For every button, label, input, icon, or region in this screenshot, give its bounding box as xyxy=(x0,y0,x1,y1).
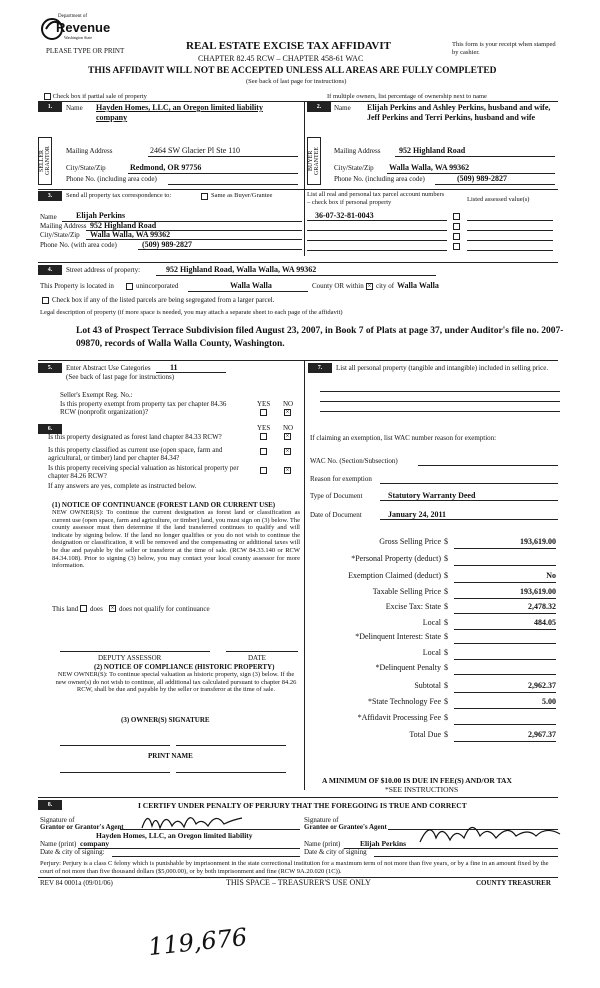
fee-label: *Affidavit Processing Fee xyxy=(357,713,441,722)
s6-no-label: NO xyxy=(283,424,294,432)
current-use-yes-checkbox[interactable] xyxy=(260,448,267,455)
seller-name-label: Name xyxy=(66,104,83,112)
exempt-reg-label: Seller's Exempt Reg. No.: xyxy=(60,391,133,399)
personal-property-label: List all personal property (tangible and intangible) included in selling price. xyxy=(336,364,549,372)
same-as-buyer-label: Same as Buyer/Grantee xyxy=(211,192,273,199)
fee-label: *Delinquent Penalty xyxy=(375,663,441,672)
section-3-number: 3. xyxy=(38,191,62,201)
buyer-name-label: Name xyxy=(334,104,351,112)
fee-row xyxy=(308,697,556,711)
s5-no-label: NO xyxy=(283,400,294,408)
segregated-label: Check box if any of the listed parcels are being segregated from a larger parcel. xyxy=(52,296,275,304)
county-treasurer: COUNTY TREASURER xyxy=(476,879,551,887)
forest-question: Is this property designated as forest land chapter 84.33 RCW? xyxy=(48,433,222,441)
fee-label: Taxable Selling Price xyxy=(372,587,441,596)
fee-row xyxy=(308,554,556,568)
fee-value: 2,478.32 xyxy=(454,602,556,614)
rev-number: REV 84 0001a (09/01/06) xyxy=(40,879,113,887)
city-of-label: city of xyxy=(376,282,395,290)
fee-value: 2,962.37 xyxy=(454,681,556,693)
seller-side-label: SELLER GRANTOR xyxy=(38,137,52,185)
s5-yes-label: YES xyxy=(257,400,271,408)
fee-value xyxy=(454,648,556,660)
abstract-see-back: (See back of last page for instructions) xyxy=(66,373,175,381)
fee-value: 2,967.37 xyxy=(454,730,556,742)
legal-label: Legal description of property (if more space is needed, you may attach a separate sheet to each page of the affidavit) xyxy=(40,309,343,316)
historic-question: Is this property receiving special valuation as historical property per chapter 84.26 RCW? xyxy=(48,464,239,480)
nonprofit-question: Is this property exempt from property tax per chapter 84.36 RCW (nonprofit organization)? xyxy=(60,400,227,416)
fee-dollar-sign: $ xyxy=(444,681,448,690)
owner-signature-label: (3) OWNER(S) SIGNATURE xyxy=(121,716,210,724)
logo-dept-text: Department of xyxy=(58,14,88,19)
section-7-number: 7. xyxy=(308,363,332,373)
fee-row xyxy=(308,713,556,727)
current-use-no-checkbox[interactable]: × xyxy=(285,447,290,455)
parcel-1-personal-checkbox[interactable] xyxy=(453,213,460,220)
fee-dollar-sign: $ xyxy=(444,730,448,739)
reason-label: Reason for exemption xyxy=(310,475,372,483)
street-address: 952 Highland Road, Walla Walla, WA 99362 xyxy=(166,265,317,274)
warning-text: THIS AFFIDAVIT WILL NOT BE ACCEPTED UNLESS ALL AREAS ARE FULLY COMPLETED xyxy=(88,66,497,76)
corr-city: Walla Walla, WA 99362 xyxy=(90,230,171,239)
personal-property-section xyxy=(308,361,560,536)
same-as-buyer-checkbox[interactable] xyxy=(201,193,208,200)
seller-name: Hayden Homes, LLC, an Oregon limited liability company xyxy=(96,103,263,122)
seller-city-label: City/State/Zip xyxy=(66,164,106,172)
fee-row xyxy=(308,648,556,662)
unincorporated-checkbox[interactable] xyxy=(126,283,133,290)
correspondence-label: Send all property tax correspondence to: xyxy=(66,192,172,199)
receipt-note: This form is your receipt when stamped by cashier. xyxy=(452,41,556,56)
section-1-number: 1. xyxy=(38,102,62,112)
fee-dollar-sign: $ xyxy=(444,537,448,546)
fee-label: Excise Tax: State xyxy=(385,602,441,611)
multiple-owners-note: If multiple owners, list percentage of ownership next to name xyxy=(327,93,487,100)
corr-mailing: 952 Highland Road xyxy=(90,221,157,230)
section-2-number: 2. xyxy=(307,102,331,112)
form-title: REAL ESTATE EXCISE TAX AFFIDAVIT xyxy=(186,40,391,52)
buyer-name: Elijah Perkins and Ashley Perkins, husband and wife, Jeff Perkins and Terri Perkins, husband and wife xyxy=(367,103,551,122)
compliance-title: (2) NOTICE OF COMPLIANCE (HISTORIC PROPERTY) xyxy=(94,663,275,671)
corr-mailing-label: Mailing Address xyxy=(40,222,87,230)
land-does-checkbox[interactable] xyxy=(80,605,87,612)
partial-sale-checkbox[interactable] xyxy=(44,93,51,100)
continuance-text: NEW OWNER(S): To continue the current designation as forest land or classification as current use (open space, farm and agriculture, or timber) land, you must sign on (3) below. The county assessor must then determine if the land transferred continues to qualify and will indicate by signing below. If the land no longer qualifies or you do not wish to continue the designation or classification, it will be removed and the compensating or additional taxes will be due and payable by the seller or transferor at the time of sale. (RCW 84.33.140 or RCW 84.34.108). Prior to signing (3) below, you may contact your local county assessor for more information. xyxy=(52,509,300,570)
certification-section xyxy=(38,798,560,860)
fee-value xyxy=(454,663,556,675)
county-name: Walla Walla xyxy=(230,281,272,290)
segregated-checkbox[interactable] xyxy=(42,297,49,304)
parcel-number-1: 36-07-32-81-0043 xyxy=(315,211,374,220)
fee-value: 193,619.00 xyxy=(454,537,556,549)
fee-row xyxy=(308,730,556,744)
section-8-number: 8. xyxy=(38,800,62,810)
form-chapter: CHAPTER 82.45 RCW – CHAPTER 458-61 WAC xyxy=(198,54,364,63)
if-yes-note: If any answers are yes, complete as instructed below. xyxy=(48,482,197,490)
forest-no-checkbox[interactable]: × xyxy=(285,432,290,440)
fee-label: Local xyxy=(422,618,441,627)
fee-row xyxy=(308,571,556,585)
fee-value: 484.05 xyxy=(454,618,556,630)
grantee-name: Elijah Perkins xyxy=(360,839,407,848)
fee-label: *Delinquent Interest: State xyxy=(355,632,441,641)
street-label: Street address of property: xyxy=(66,266,141,274)
grantee-sig-label: Signature of xyxy=(304,816,339,824)
doc-date-label: Date of Document xyxy=(310,511,362,519)
fee-label: Local xyxy=(422,648,441,657)
grantor-agent-label: Grantor or Grantor's Agent xyxy=(40,823,124,831)
section-5-number: 5. xyxy=(38,363,62,373)
grantor-sig-label: Signature of xyxy=(40,816,75,824)
buyer-city-label: City/State/Zip xyxy=(334,164,374,172)
certify-text: I CERTIFY UNDER PENALTY OF PERJURY THAT THE FOREGOING IS TRUE AND CORRECT xyxy=(138,801,467,810)
grantor-name: company xyxy=(80,839,110,848)
fee-row xyxy=(308,663,556,677)
doc-type: Statutory Warranty Deed xyxy=(388,491,476,500)
fee-value xyxy=(454,713,556,725)
corr-name: Elijah Perkins xyxy=(76,211,126,220)
abstract-use-section xyxy=(38,361,304,421)
fee-dollar-sign: $ xyxy=(444,618,448,627)
nonprofit-yes-checkbox[interactable] xyxy=(260,409,267,416)
partial-sale-label: Check box if partial sale of property xyxy=(52,93,147,100)
logo-state-text: Washington State xyxy=(64,35,93,40)
buyer-phone-label: Phone No. (including area code) xyxy=(334,175,425,183)
print-name-label: PRINT NAME xyxy=(148,752,193,760)
please-type: PLEASE TYPE OR PRINT xyxy=(46,47,125,55)
doc-date: January 24, 2011 xyxy=(388,510,447,519)
abstract-value: 11 xyxy=(170,363,178,372)
partial-sale xyxy=(44,93,147,100)
fee-dollar-sign: $ xyxy=(444,602,448,611)
buyer-phone: (509) 989-2827 xyxy=(457,174,507,183)
city-checkbox[interactable]: × xyxy=(367,282,372,290)
current-use-question: Is this property classified as current use (open space, farm and agricultural, or timber) land per chapter 84.34? xyxy=(48,446,223,462)
fee-label: Subtotal xyxy=(414,681,441,690)
fee-dollar-sign: $ xyxy=(444,697,448,706)
fee-label: Gross Selling Price xyxy=(379,537,441,546)
historic-no-checkbox[interactable]: × xyxy=(285,466,290,474)
fee-row xyxy=(308,632,556,646)
grantee-name-print-label: Name (print) xyxy=(304,840,341,848)
parcels-section xyxy=(307,189,557,254)
grantee-agent-label: Grantee or Grantee's Agent xyxy=(304,823,387,831)
buyer-side-label: BUYER GRANTEE xyxy=(307,137,321,185)
fee-dollar-sign: $ xyxy=(444,632,448,641)
doc-type-label: Type of Document xyxy=(310,492,363,500)
fee-row xyxy=(308,602,556,616)
fee-dollar-sign: $ xyxy=(444,713,448,722)
deputy-assessor-label: DEPUTY ASSESSOR xyxy=(98,654,162,662)
fee-value: 5.00 xyxy=(454,697,556,709)
buyer-section xyxy=(307,101,557,189)
treasurer-space: THIS SPACE – TREASURER'S USE ONLY xyxy=(226,878,371,887)
corr-name-label: Name xyxy=(40,213,57,221)
parcel-4-personal-checkbox[interactable] xyxy=(453,243,460,250)
legal-description: Lot 43 of Prospect Terrace Subdivision filed August 23, 2007, in Book 7 of Plats at page 37, under Auditor's file no. 2007-09870, records of Walla Walla County, Washington. xyxy=(76,326,564,349)
fee-dollar-sign: $ xyxy=(444,587,448,596)
parcel-3-personal-checkbox[interactable] xyxy=(453,233,460,240)
perjury-text: Perjury: Perjury is a class C felony which is punishable by imprisonment in the state correctional institution for a maximum term of not more than five years, or by a fine in an amount fixed by the court of not more than five thousand dollars ($5,000.00), or by both imprisonment and fine (RCW 9A.20.020 (1C)). xyxy=(40,860,549,875)
grantee-date-city-label: Date & city of signing xyxy=(304,848,367,856)
wac-no-label: WAC No. (Section/Subsection) xyxy=(310,457,398,465)
parcels-header: List all real and personal tax parcel account numbers – check box if personal property xyxy=(307,191,445,206)
fee-row xyxy=(308,618,556,632)
correspondence-section xyxy=(38,189,303,254)
section-6-number: 6. xyxy=(38,424,62,434)
grantor-date-city-label: Date & city of signing: xyxy=(40,848,105,856)
exemption-wac-label: If claiming an exemption, list WAC number reason for exemption: xyxy=(310,434,497,442)
section-4-number: 4. xyxy=(38,265,62,275)
assessor-date-label: DATE xyxy=(248,654,266,662)
seller-city: Redmond, OR 97756 xyxy=(130,163,202,172)
land-does-label: does xyxy=(90,605,103,613)
fee-value xyxy=(454,632,556,644)
dor-logo xyxy=(38,10,111,44)
forest-yes-checkbox[interactable] xyxy=(260,433,267,440)
fee-label: Total Due xyxy=(409,730,441,739)
historic-yes-checkbox[interactable] xyxy=(260,467,267,474)
property-section xyxy=(38,263,564,353)
seller-phone-label: Phone No. (including area code) xyxy=(66,175,157,183)
grantor-company: Hayden Homes, LLC, an Oregon limited liability xyxy=(96,831,253,840)
fee-dollar-sign: $ xyxy=(444,663,448,672)
buyer-mailing: 952 Highland Road xyxy=(399,146,466,155)
continuance-title: (1) NOTICE OF CONTINUANCE (FOREST LAND OR CURRENT USE) xyxy=(52,501,276,509)
logo-word: Revenue xyxy=(56,20,111,35)
see-back-text: (See back of last page for instructions) xyxy=(246,78,347,85)
abstract-label: Enter Abstract Use Categories xyxy=(66,364,151,372)
fee-dollar-sign: $ xyxy=(444,554,448,563)
land-does-not-label: does not qualify for continuance xyxy=(119,605,210,613)
land-does-not-checkbox[interactable]: × xyxy=(110,604,115,612)
land-label: This land xyxy=(52,605,79,613)
s6-yes-label: YES xyxy=(257,424,271,432)
grantor-name-print-label: Name (print) xyxy=(40,840,77,848)
fee-row xyxy=(308,681,556,695)
fee-label: *Personal Property (deduct) xyxy=(351,554,441,563)
parcel-2-personal-checkbox[interactable] xyxy=(453,223,460,230)
assessed-header: Listed assessed value(s) xyxy=(467,196,530,203)
fee-value: No xyxy=(454,571,556,583)
seller-mailing-label: Mailing Address xyxy=(66,147,113,155)
fee-value: 193,619.00 xyxy=(454,587,556,599)
located-label: This Property is located in xyxy=(40,282,114,290)
fee-dollar-sign: $ xyxy=(444,571,448,580)
forest-land-section xyxy=(38,422,304,702)
grantee-signature-icon xyxy=(416,814,566,854)
fee-row xyxy=(308,537,556,551)
nonprofit-no-checkbox[interactable]: × xyxy=(285,408,290,416)
fee-value xyxy=(454,554,556,566)
corr-phone-label: Phone No. (with area code) xyxy=(40,241,117,249)
fee-label: Exemption Claimed (deduct) xyxy=(348,571,441,580)
buyer-mailing-label: Mailing Address xyxy=(334,147,381,155)
handwritten-number: 119,676 xyxy=(146,922,249,962)
county-or-within: County OR within xyxy=(312,282,364,290)
corr-phone: (509) 989-2827 xyxy=(142,240,192,249)
minimum-note: A MINIMUM OF $10.00 IS DUE IN FEE(S) AND/OR TAX xyxy=(322,776,512,785)
seller-mailing: 2464 SW Glacier Pl Ste 110 xyxy=(150,146,240,155)
see-instructions: *SEE INSTRUCTIONS xyxy=(385,785,459,794)
city-name: Walla Walla xyxy=(397,281,439,290)
seller-section xyxy=(38,101,303,189)
unincorporated-label: unincorporated xyxy=(136,282,179,290)
fee-label: *State Technology Fee xyxy=(367,697,441,706)
compliance-text: NEW OWNER(S): To continue special valuation as historic property, sign (3) below. If the new owner(s) do not wish to continue, all additional tax calculated pursuant to chapter 84.26 RCW, shall be due and payable by the seller or transferor at the time of sale. xyxy=(55,671,297,694)
corr-city-label: City/State/Zip xyxy=(40,231,80,239)
fee-dollar-sign: $ xyxy=(444,648,448,657)
buyer-city: Walla Walla, WA 99362 xyxy=(389,163,470,172)
fee-row xyxy=(308,587,556,601)
